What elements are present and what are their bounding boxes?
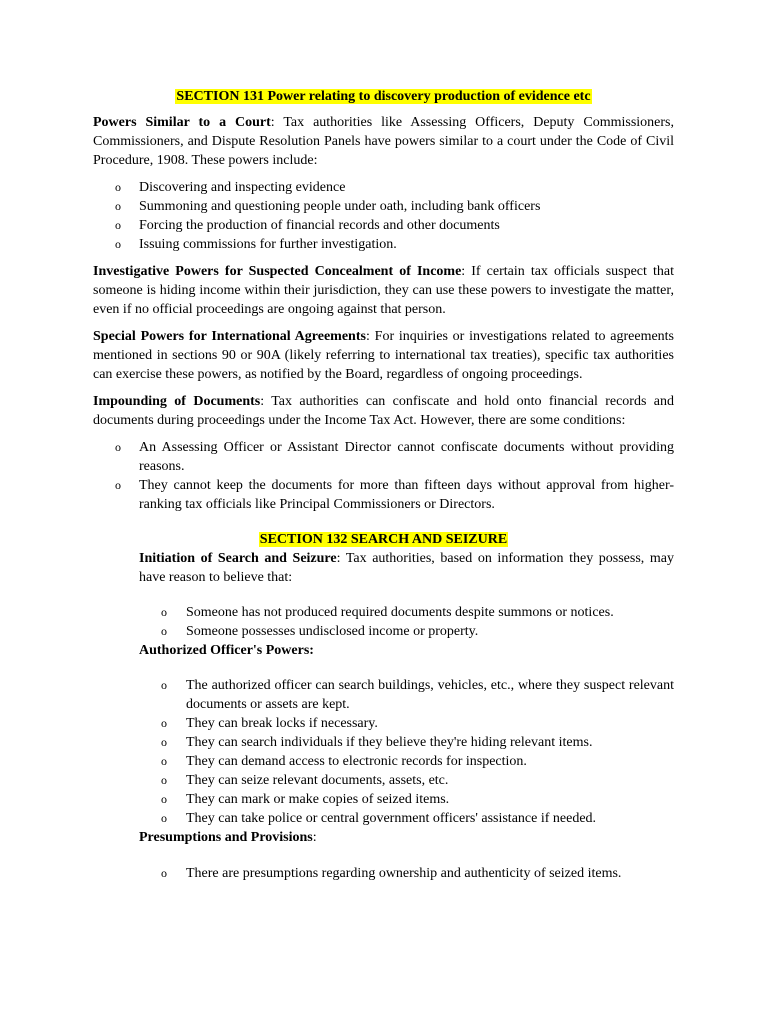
list-item-text: They can search individuals if they believe they're hiding relevant items. (186, 735, 593, 750)
bullet-marker: o (115, 237, 121, 251)
list-item (93, 197, 674, 216)
section-131-heading (93, 87, 674, 106)
presumptions-list (139, 864, 674, 883)
authorized-officer-label: Authorized Officer's Powers: (139, 643, 314, 658)
list-item (139, 771, 674, 790)
list-item (139, 809, 674, 828)
list-item-text: The authorized officer can search buildings, vehicles, etc., where they suspect relevant documents or assets are kept. (186, 678, 674, 712)
list-item (139, 622, 674, 641)
initiation-search-text: : Tax authorities, based on information they possess, may have reason to believe that: (139, 551, 674, 585)
section-132-title: SECTION 132 SEARCH AND SEIZURE (259, 532, 508, 547)
list-item-text: Someone possesses undisclosed income or property. (186, 624, 479, 639)
international-agreements-paragraph (93, 327, 674, 384)
list-item (139, 733, 674, 752)
bullet-marker: o (161, 866, 167, 880)
section-131-title: SECTION 131 Power relating to discovery production of evidence etc (176, 89, 591, 104)
list-item-text: Someone has not produced required documents despite summons or notices. (186, 605, 614, 620)
international-agreements-text: : For inquiries or investigations related to agreements mentioned in sections 90 or 90A (likely referring to international tax treaties), specific tax authorities can exercise these powers, as notified by the Board, regardless of ongoing proceedings. (93, 329, 675, 382)
bullet-marker: o (161, 754, 167, 768)
presumptions-heading (139, 828, 674, 847)
list-item (93, 235, 674, 254)
document-body (93, 87, 674, 883)
list-item (93, 476, 674, 514)
list-item (139, 864, 674, 883)
initiation-search-label: Initiation of Search and Seizure (139, 551, 337, 566)
bullet-marker: o (161, 811, 167, 825)
presumptions-label: Presumptions and Provisions (139, 830, 313, 845)
impounding-conditions-list (93, 438, 674, 514)
bullet-marker: o (161, 792, 167, 806)
bullet-marker: o (115, 199, 121, 213)
bullet-marker: o (161, 624, 167, 638)
list-item (93, 216, 674, 235)
bullet-marker: o (161, 716, 167, 730)
bullet-marker: o (161, 773, 167, 787)
list-item-text: There are presumptions regarding ownership and authenticity of seized items. (186, 866, 622, 881)
list-item-text: Summoning and questioning people under oath, including bank officers (139, 199, 541, 214)
list-item-text: They can break locks if necessary. (186, 716, 378, 731)
list-item (139, 790, 674, 809)
powers-similar-to-court-paragraph (93, 113, 674, 170)
investigative-powers-paragraph (93, 262, 674, 319)
list-item-text: Discovering and inspecting evidence (139, 180, 346, 195)
section-132-heading (93, 530, 674, 549)
powers-similar-to-court-text: : Tax authorities like Assessing Officers, Deputy Commissioners, Commissioners, and Dispute Resolution Panels have powers similar to a court under the Code of Civil Procedure, 1908. These powers include: (93, 115, 674, 168)
search-reasons-list (139, 603, 674, 641)
list-item-text: They can take police or central government officers' assistance if needed. (186, 811, 597, 826)
list-item (139, 752, 674, 771)
list-item (93, 178, 674, 197)
list-item-text: They can demand access to electronic records for inspection. (186, 754, 527, 769)
list-item (93, 438, 674, 476)
authorized-officer-heading (139, 641, 674, 660)
list-item-text: They can mark or make copies of seized items. (186, 792, 450, 807)
powers-similar-to-court-label: Powers Similar to a Court (93, 115, 271, 130)
list-item (139, 603, 674, 622)
court-powers-list (93, 178, 674, 254)
list-item-text: Forcing the production of financial records and other documents (139, 218, 500, 233)
list-item (139, 714, 674, 733)
bullet-marker: o (161, 735, 167, 749)
bullet-marker: o (115, 180, 121, 194)
list-item-text: An Assessing Officer or Assistant Director cannot confiscate documents without providing reasons. (139, 440, 674, 474)
investigative-powers-label: Investigative Powers for Suspected Concealment of Income (93, 264, 462, 279)
bullet-marker: o (161, 605, 167, 619)
list-item-text: Issuing commissions for further investigation. (139, 237, 397, 252)
impounding-documents-paragraph (93, 392, 674, 430)
impounding-documents-text: : Tax authorities can confiscate and hold onto financial records and documents during proceedings under the Income Tax Act. However, there are some conditions: (93, 394, 674, 428)
list-item (139, 676, 674, 714)
investigative-powers-text: : If certain tax officials suspect that someone is hiding income within their jurisdiction, they can use these powers to investigate the matter, even if no official proceedings are ongoing against that person. (93, 264, 674, 317)
bullet-marker: o (115, 478, 121, 492)
list-item-text: They cannot keep the documents for more than fifteen days without approval from higher-ranking tax officials like Principal Commissioners or Directors. (139, 478, 674, 512)
presumptions-colon: : (312, 830, 317, 845)
bullet-marker: o (161, 678, 167, 692)
bullet-marker: o (115, 218, 121, 232)
initiation-search-paragraph (139, 549, 674, 587)
officer-powers-list (139, 676, 674, 828)
list-item-text: They can seize relevant documents, assets, etc. (186, 773, 449, 788)
section-132-body (93, 549, 674, 883)
bullet-marker: o (115, 440, 121, 454)
impounding-documents-label: Impounding of Documents (93, 394, 261, 409)
international-agreements-label: Special Powers for International Agreements (93, 329, 366, 344)
